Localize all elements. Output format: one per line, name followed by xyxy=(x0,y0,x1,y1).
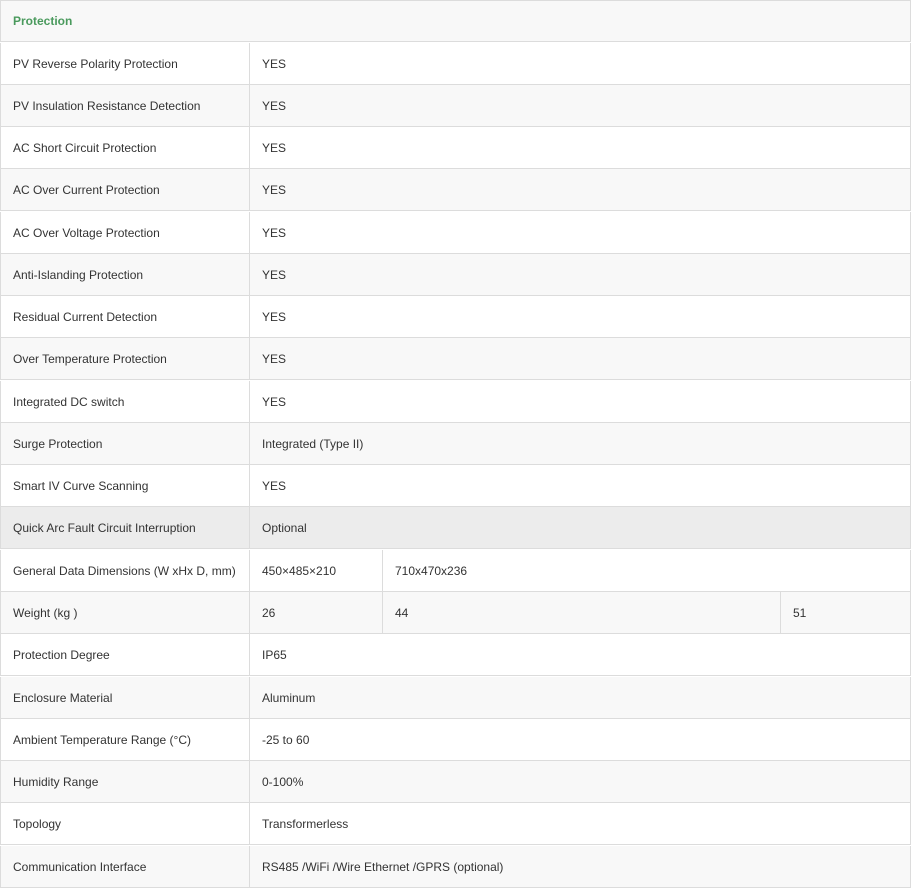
table-row xyxy=(0,803,911,845)
row-value: -25 to 60 xyxy=(249,719,912,760)
row-value: Optional xyxy=(249,507,912,548)
row-label: Enclosure Material xyxy=(13,690,113,705)
row-label: Over Temperature Protection xyxy=(13,351,167,366)
table-row xyxy=(0,677,911,719)
row-label: AC Over Current Protection xyxy=(13,182,160,197)
row-value: 450×485×210 xyxy=(249,550,382,591)
table-row xyxy=(0,296,911,338)
table-row xyxy=(0,634,911,676)
table-row xyxy=(0,127,911,169)
table-row xyxy=(0,212,911,254)
row-value: 44 xyxy=(382,592,780,633)
row-value: YES xyxy=(249,43,912,84)
table-row xyxy=(0,254,911,296)
row-value: 0-100% xyxy=(249,761,912,802)
row-value: YES xyxy=(249,85,912,126)
row-value: RS485 /WiFi /Wire Ethernet /GPRS (optional) xyxy=(249,846,912,887)
row-label: Integrated DC switch xyxy=(13,394,125,409)
row-value: Aluminum xyxy=(249,677,912,718)
row-value: YES xyxy=(249,296,912,337)
row-label: AC Over Voltage Protection xyxy=(13,225,160,240)
table-row xyxy=(0,507,911,549)
table-row xyxy=(0,465,911,507)
row-value: Transformerless xyxy=(249,803,912,844)
table-row xyxy=(0,43,911,85)
row-value: YES xyxy=(249,254,912,295)
table-row xyxy=(0,761,911,803)
row-value: 51 xyxy=(780,592,912,633)
row-label: Quick Arc Fault Circuit Interruption xyxy=(13,520,196,535)
row-value: YES xyxy=(249,338,912,379)
row-label: General Data Dimensions (W xHx D, mm) xyxy=(13,563,236,578)
row-label: Humidity Range xyxy=(13,774,99,789)
table-row xyxy=(0,846,911,888)
row-label: Smart IV Curve Scanning xyxy=(13,478,149,493)
row-value: 26 xyxy=(249,592,382,633)
row-label: Residual Current Detection xyxy=(13,309,158,324)
row-label: PV Insulation Resistance Detection xyxy=(13,98,201,113)
row-value: YES xyxy=(249,212,912,253)
row-label: Topology xyxy=(13,816,62,831)
table-row xyxy=(0,169,911,211)
section-title-cell xyxy=(1,1,910,41)
row-value: YES xyxy=(249,465,912,506)
row-value: YES xyxy=(249,169,912,210)
table-row xyxy=(0,592,911,634)
table-row xyxy=(0,338,911,380)
row-value: YES xyxy=(249,127,912,168)
table-row xyxy=(0,423,911,465)
row-label: Surge Protection xyxy=(13,436,103,451)
row-label: Communication Interface xyxy=(13,859,147,874)
row-label: Weight (kg ) xyxy=(13,605,78,620)
table-row xyxy=(0,85,911,127)
table-row xyxy=(0,381,911,423)
row-value: IP65 xyxy=(249,634,912,675)
table-row xyxy=(0,550,911,592)
section-title: Protection xyxy=(13,14,73,28)
row-label: Anti-Islanding Protection xyxy=(13,267,144,282)
row-label: PV Reverse Polarity Protection xyxy=(13,56,178,71)
table-row xyxy=(0,719,911,761)
row-value: 710x470x236 xyxy=(382,550,912,591)
row-value: Integrated (Type II) xyxy=(249,423,912,464)
row-value: YES xyxy=(249,381,912,422)
row-label: Protection Degree xyxy=(13,647,110,662)
section-header-row xyxy=(0,0,911,42)
row-label: Ambient Temperature Range (°C) xyxy=(13,732,191,747)
row-label: AC Short Circuit Protection xyxy=(13,140,157,155)
